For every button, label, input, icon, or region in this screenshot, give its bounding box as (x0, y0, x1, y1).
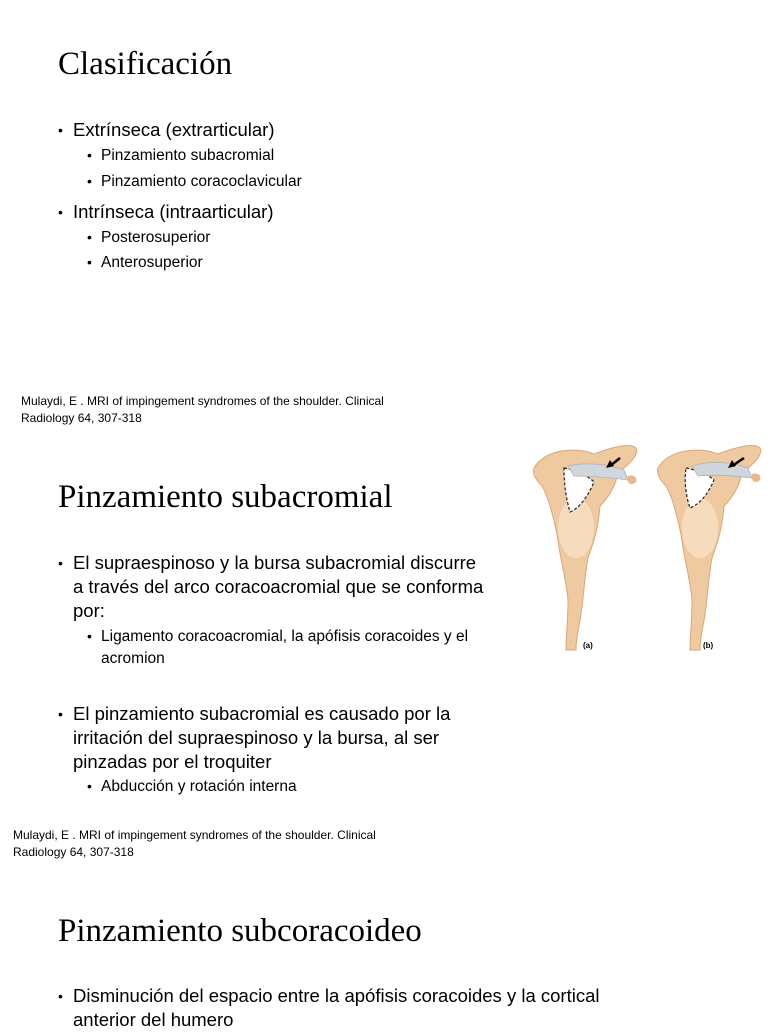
bullet-text: Pinzamiento coracoclavicular (101, 173, 302, 190)
bullet-text-line: acromion (101, 650, 165, 667)
bullet-dot: • (87, 778, 92, 794)
bullet-text: Pinzamiento subacromial (101, 147, 275, 164)
bullet-level1 (58, 551, 484, 623)
bullet-text: Extrínseca (extrarticular) (73, 119, 275, 140)
scapula-illustration (528, 440, 768, 655)
bullet-text: Posterosuperior (101, 229, 211, 246)
bullet-level1 (58, 118, 275, 142)
citation-line: Radiology 64, 307-318 (13, 845, 134, 859)
bullet-level2 (87, 626, 469, 670)
bullet-dot: • (58, 122, 63, 138)
slide-title: Pinzamiento subcoracoideo (58, 913, 422, 949)
scapula-a (533, 446, 636, 650)
bullet-level2 (87, 252, 203, 274)
bullet-dot: • (58, 204, 63, 220)
slide-pinzamiento-subcoracoideo (0, 880, 768, 1030)
bullet-level2 (87, 145, 275, 167)
bullet-text-line: a través del arco coracoacromial que se conforma (73, 576, 484, 597)
bullet-dot: • (58, 555, 63, 571)
bullet-dot: • (87, 147, 92, 163)
figure-label-b: (b) (703, 641, 714, 650)
bullet-text-line: Abducción y rotación interna (101, 778, 297, 795)
bullet-text-line: El supraespinoso y la bursa subacromial discurre (73, 552, 477, 573)
bullet-level2 (87, 171, 302, 193)
citation-line: Mulaydi, E . MRI of impingement syndromes of the shoulder. Clinical (21, 394, 384, 408)
slide-pinzamiento-subacromial (0, 440, 768, 880)
slide-title: Pinzamiento subacromial (58, 479, 393, 515)
bullet-text-line: anterior del humero (73, 1009, 234, 1030)
bullet-level2 (87, 776, 297, 798)
bullet-text-line: Disminución del espacio entre la apófisis coracoides y la cortical (73, 985, 600, 1006)
scapula-figure (528, 440, 768, 655)
bullet-text-line: por: (73, 600, 105, 621)
bullet-text: Anterosuperior (101, 254, 203, 271)
bullet-level1 (58, 200, 274, 224)
bullet-level2 (87, 227, 211, 249)
bullet-text-line: Ligamento coracoacromial, la apófisis coracoides y el (101, 628, 469, 645)
citation-line: Radiology 64, 307-318 (21, 411, 142, 425)
bullet-text-line: irritación del supraespinoso y la bursa, al ser (73, 727, 440, 748)
bullet-dot: • (87, 229, 92, 245)
bullet-text-line: El pinzamiento subacromial es causado por la (73, 703, 451, 724)
bullet-dot: • (87, 173, 92, 189)
bullet-dot: • (58, 988, 63, 1004)
figure-label-a: (a) (583, 641, 593, 650)
bullet-dot: • (87, 628, 92, 644)
bullet-level1 (58, 984, 600, 1032)
bullet-level1 (58, 702, 451, 774)
bullet-text-line: pinzadas por el troquiter (73, 751, 272, 772)
slide-clasificacion (0, 0, 768, 440)
bullet-dot: • (58, 706, 63, 722)
citation-line: Mulaydi, E . MRI of impingement syndromes of the shoulder. Clinical (13, 828, 376, 842)
bullet-text: Intrínseca (intraarticular) (73, 201, 274, 222)
scapula-b (657, 446, 760, 650)
slide-title: Clasificación (58, 46, 233, 82)
bullet-dot: • (87, 254, 92, 270)
citation (21, 393, 384, 427)
citation (13, 827, 376, 861)
